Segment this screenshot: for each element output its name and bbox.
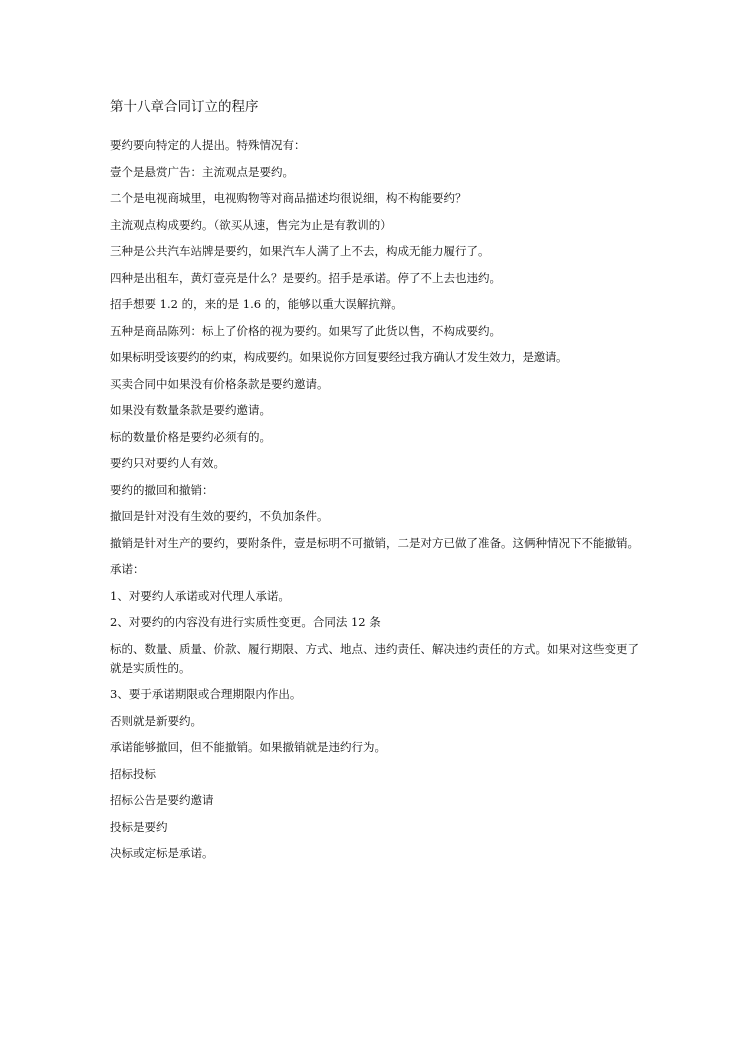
paragraph: 投标是要约	[110, 819, 168, 834]
paragraph: 要约要向特定的人提出。特殊情况有：	[110, 138, 306, 152]
paragraph: 标的数量价格是要约必须有的。	[110, 429, 271, 444]
paragraph: 否则就是新要约。	[110, 713, 202, 728]
paragraph: 决标或定标是承诺。	[110, 846, 214, 860]
paragraph: 要约的撤回和撤销：	[110, 482, 214, 497]
paragraph: 招手想要 1.2 的，来的是 1.6 的，能够以重大误解抗辩。	[110, 297, 403, 311]
paragraph: 壹个是悬赏广告：主流观点是要约。	[110, 164, 294, 179]
paragraph: 招标公告是要约邀请	[110, 793, 214, 807]
paragraph: 四种是出租车，黄灯壹亮是什么？是要约。招手是承诺。停了不上去也违约。	[110, 270, 501, 285]
paragraph: 如果标明受该要约的约束，构成要约。如果说你方回复要经过我方确认才发生效力，是邀请。	[110, 350, 568, 364]
paragraph: 承诺：	[110, 562, 145, 576]
paragraph: 二个是电视商城里，电视购物等对商品描述均很说细，构不构能要约？	[110, 191, 467, 205]
document-body	[110, 98, 640, 871]
paragraph: 撤销是针对生产的要约，要附条件，壹是标明不可撤销，二是对方已做了准备。这俩种情况下不能撤销。	[110, 535, 639, 550]
paragraph: 买卖合同中如果没有价格条款是要约邀请。	[110, 376, 329, 391]
paragraph: 标的、数量、质量、价款、履行期限、方式、地点、违约责任、解决违约责任的方式。如果对这些变更了就是实质性的。	[110, 641, 639, 675]
paragraph: 三种是公共汽车站牌是要约，如果汽车人满了上不去，构成无能力履行了。	[110, 244, 490, 258]
paragraph: 3、要于承诺期限或合理期限内作出。	[110, 687, 302, 701]
page-title: 第十八章合同订立的程序	[110, 99, 259, 115]
paragraph: 承诺能够撤回，但不能撤销。如果撤销就是违约行为。	[110, 740, 386, 754]
paragraph: 招标投标	[110, 766, 156, 781]
paragraph: 2、对要约的内容没有进行实质性变更。合同法 12 条	[110, 615, 381, 629]
paragraph: 要约只对要约人有效。	[110, 456, 225, 470]
paragraph: 主流观点构成要约。（欲买从速，售完为止是有教训的）	[110, 217, 392, 232]
paragraph: 五种是商品陈列：标上了价格的视为要约。如果写了此货以售，不构成要约。	[110, 323, 501, 338]
paragraph: 如果没有数量条款是要约邀请。	[110, 403, 271, 417]
paragraph: 1、对要约人承诺或对代理人承诺。	[110, 588, 290, 603]
paragraph: 撤回是针对没有生效的要约，不负加条件。	[110, 509, 329, 523]
